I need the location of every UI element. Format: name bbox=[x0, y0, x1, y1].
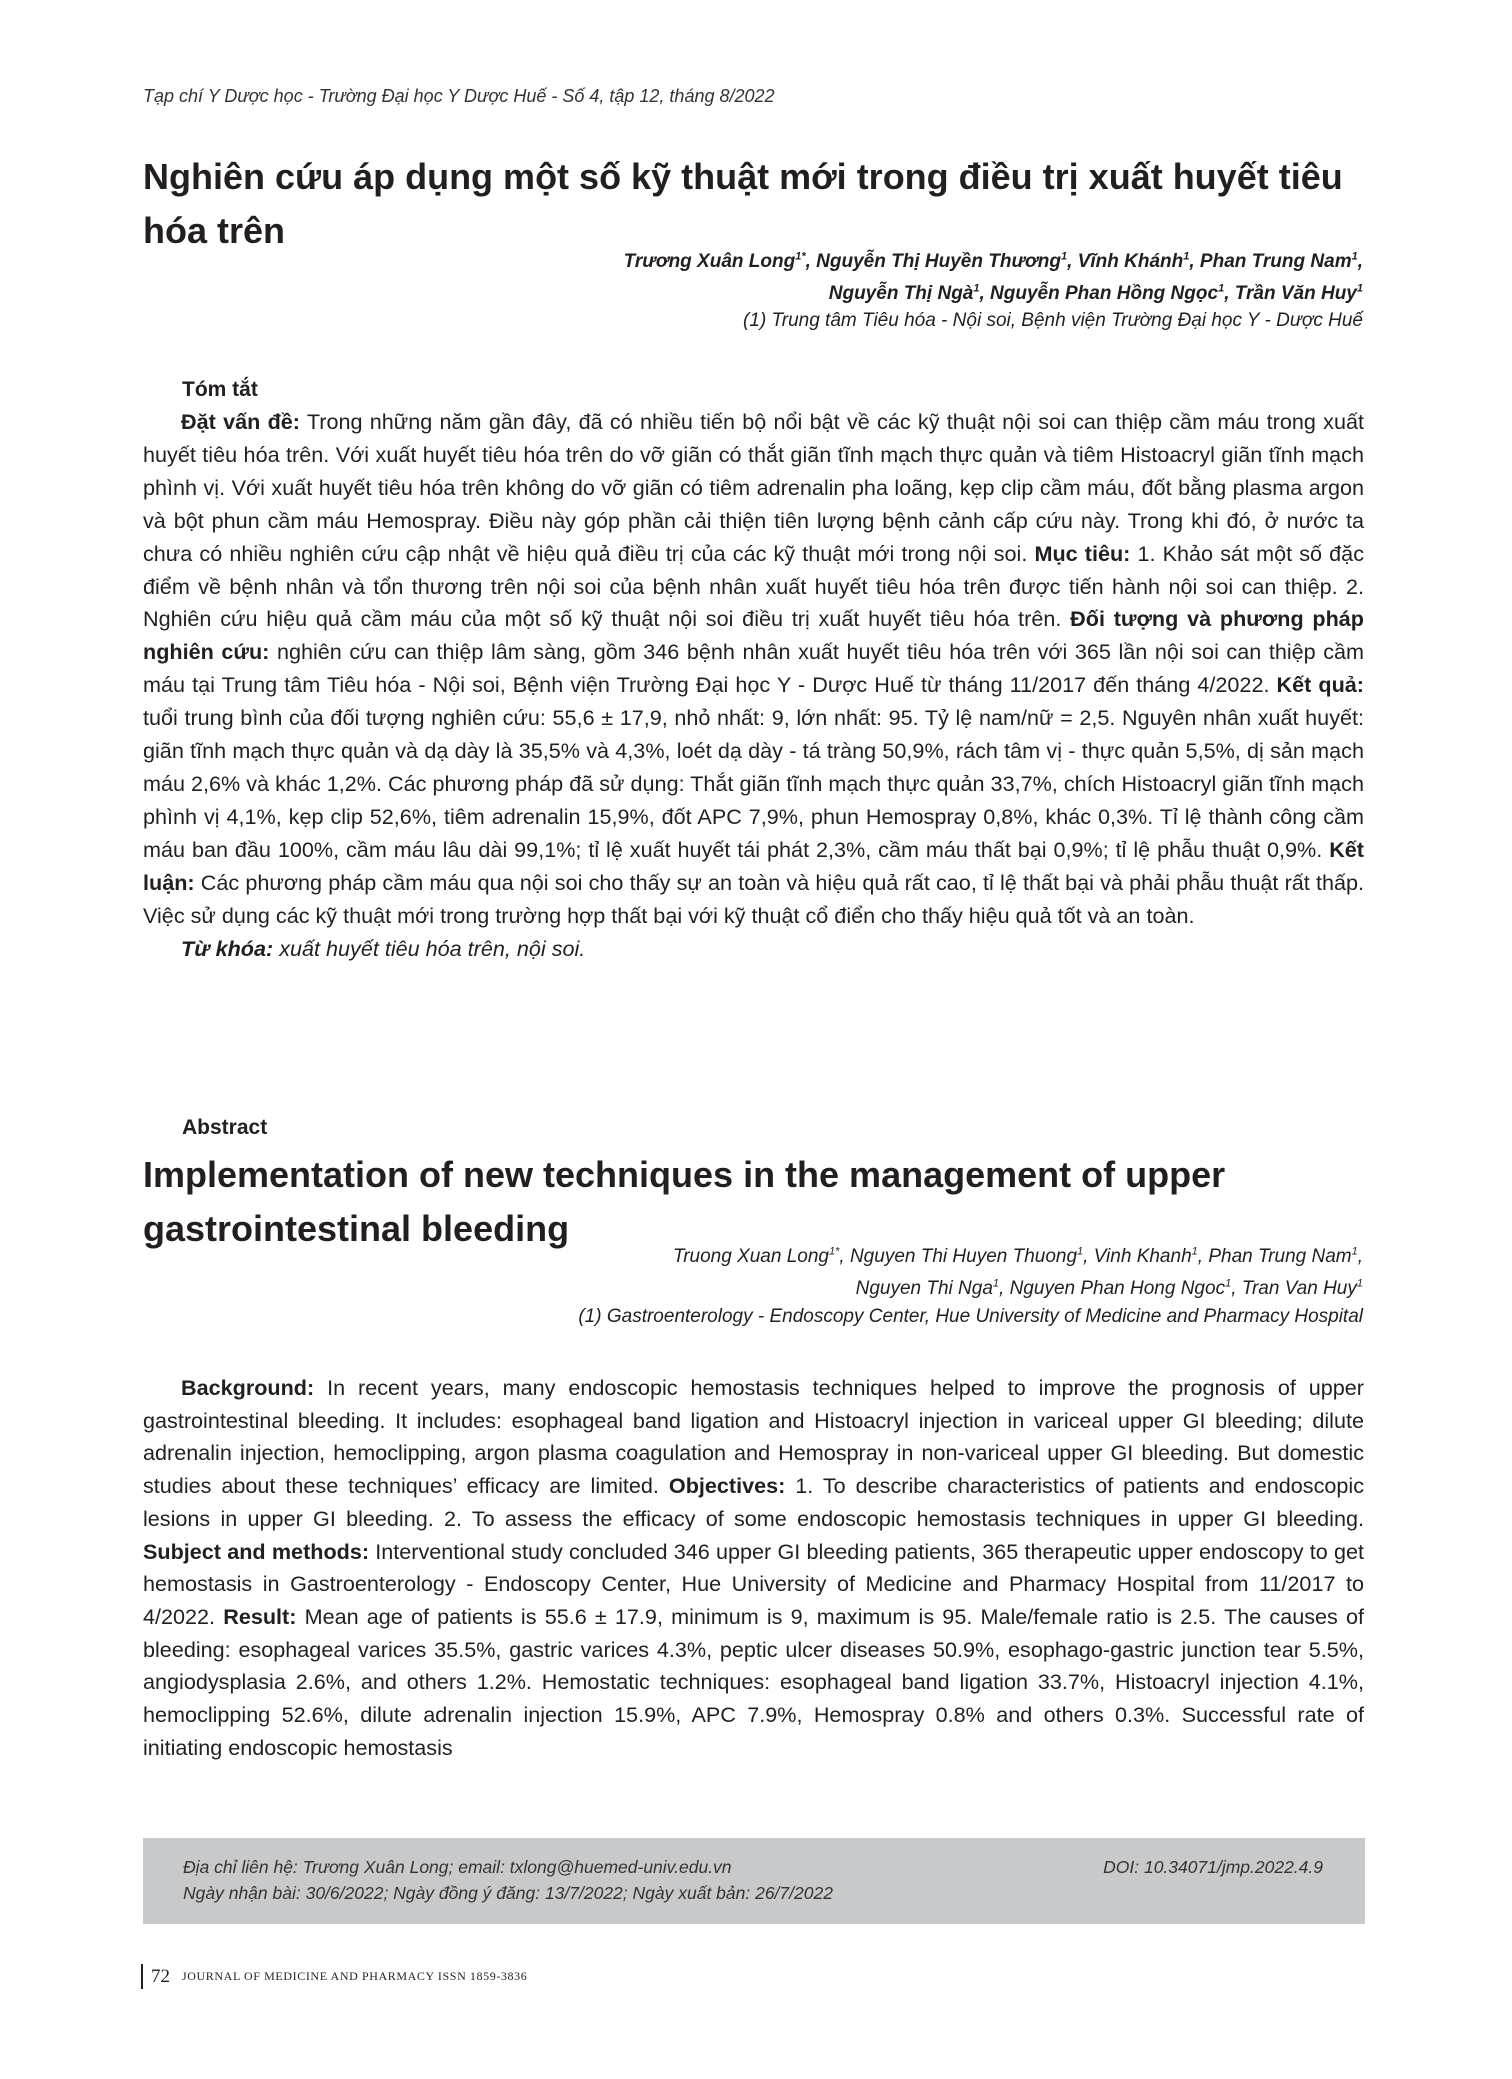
author-name: Trương Xuân Long bbox=[623, 251, 796, 272]
summary-heading: Tóm tắt bbox=[182, 378, 258, 401]
author-superscript: 1 bbox=[1356, 1277, 1363, 1290]
label-background: Đặt vấn đề: bbox=[181, 409, 300, 434]
label-keywords: Từ khóa: bbox=[181, 935, 274, 961]
author-superscript: 1 bbox=[973, 282, 980, 295]
author-name: Nguyen Thi Nga bbox=[855, 1278, 993, 1299]
contact-address: Địa chỉ liên hệ: Trương Xuân Long; email: txlong@huemed-univ.edu.vn bbox=[183, 1857, 732, 1877]
author-name: , Phan Trung Nam bbox=[1197, 1246, 1352, 1267]
author-name: , Phan Trung Nam bbox=[1189, 251, 1352, 272]
label-objectives: Objectives: bbox=[668, 1473, 786, 1499]
page-footer bbox=[141, 1964, 527, 1989]
label-methods: Đối tượng và phương pháp nghiên cứu: bbox=[143, 606, 1364, 665]
keywords bbox=[143, 933, 1364, 966]
english-title: Implementation of new techniques in the management of upper gastrointestinal bleeding bbox=[143, 1154, 1226, 1249]
publication-dates: Ngày nhận bài: 30/6/2022; Ngày đồng ý đăng: 13/7/2022; Ngày xuất bản: 26/7/2022 bbox=[183, 1883, 833, 1903]
journal-header: Tạp chí Y Dược học - Trường Đại học Y Dược Huế - Số 4, tập 12, tháng 8/2022 bbox=[143, 86, 775, 106]
abstract-heading: Abstract bbox=[182, 1116, 268, 1139]
text-objectives: 1. To describe characteristics of patients and endoscopic lesions in upper GI bleeding. 2. To assess the efficacy of some endoscopic hemostasis techniques in upper GI bleeding. bbox=[143, 1473, 1364, 1531]
vietnamese-abstract bbox=[143, 406, 1364, 965]
author-superscript: 1 bbox=[1351, 1245, 1358, 1258]
author-name: , Nguyễn Phan Hồng Ngọc bbox=[979, 283, 1219, 304]
label-results: Kết quả: bbox=[1276, 672, 1365, 698]
english-abstract bbox=[143, 1372, 1364, 1764]
vietnamese-authors-line-2 bbox=[624, 278, 1363, 310]
text-methods: Interventional study concluded 346 upper GI bleeding patients, 365 therapeutic upper endoscopy to get hemostasis in Gastroenterology - Endoscopy Center, Hue University of Medicine and Pharmacy Hospital from 11/2017 to 4/2022. bbox=[143, 1538, 1365, 1629]
author-name: , Nguyen Thi Huyen Thuong bbox=[839, 1246, 1078, 1267]
author-superscript: 1 bbox=[1225, 1277, 1232, 1290]
author-separator: , bbox=[1357, 1246, 1363, 1267]
vietnamese-affiliation: (1) Trung tâm Tiêu hóa - Nội soi, Bệnh viện Trường Đại học Y - Dược Huế bbox=[743, 310, 1363, 331]
label-results: Result: bbox=[223, 1603, 297, 1629]
author-superscript: 1 bbox=[992, 1277, 1000, 1290]
text-background: In recent years, many endoscopic hemostasis techniques helped to improve the prognosis of upper gastrointestinal bleeding. It includes: esophageal band ligation and Histoacryl injection in variceal upper GI bleeding; dilute adrenalin injection, hemoclipping, argon plasma coagulation and Hemospray in non-variceal upper GI bleeding. But domestic studies about these techniques’ efficacy are limited. bbox=[143, 1375, 1364, 1499]
english-affiliation: (1) Gastroenterology - Endoscopy Center, Hue University of Medicine and Pharmacy Hospital bbox=[578, 1306, 1363, 1327]
english-authors-line-2 bbox=[673, 1273, 1363, 1305]
author-superscript: 1 bbox=[1183, 250, 1190, 263]
author-name: , Trần Văn Huy bbox=[1224, 283, 1357, 304]
author-superscript: 1 bbox=[1191, 1245, 1198, 1258]
journal-name: JOURNAL OF MEDICINE AND PHARMACY ISSN 1859-3836 bbox=[182, 1969, 528, 1983]
doi-link[interactable]: DOI: 10.34071/jmp.2022.4.9 bbox=[1103, 1857, 1323, 1877]
vietnamese-authors-line-1 bbox=[624, 246, 1363, 278]
author-name: Nguyễn Thị Ngà bbox=[828, 283, 974, 304]
page-number: 72 bbox=[151, 1965, 170, 1987]
text-background: Trong những năm gần đây, đã có nhiều tiến bộ nổi bật về các kỹ thuật nội soi can thiệp cầm máu trong xuất huyết tiêu hóa trên. Với xuất huyết tiêu hóa trên do vỡ giãn có thắt giãn tĩnh mạch thực quản và tiêm Histoacryl giãn tĩnh mạch phình vị. Với xuất huyết tiêu hóa trên không do vỡ giãn có tiêm adrenalin pha loãng, kẹp clip cầm máu, đốt bằng plasma argon và bột phun cầm máu Hemospray. Điều này góp phần cải thiện tiên lượng bệnh cảnh cấp cứu này. Trong khi đó, ở nước ta chưa có nhiều nghiên cứu cập nhật về hiệu quả điều trị của các kỹ thuật mới trong nội soi. bbox=[143, 409, 1364, 566]
author-name: Truong Xuan Long bbox=[673, 1246, 829, 1267]
author-superscript: 1 bbox=[1218, 282, 1225, 295]
text-results: tuổi trung bình của đối tượng nghiên cứu: 55,6 ± 17,9, nhỏ nhất: 9, lớn nhất: 95. Tỷ lệ nam/nữ = 2,5. Nguyên nhân xuất huyết: giãn tĩnh mạch thực quản và dạ dày là 35,5% và 4,3%, loét dạ dày - tá tràng 50,9%, rách tâm vị - thực quản 5,5%, dị sản mạch máu 2,6% và khác 1,2%. Các phương pháp đã sử dụng: Thắt giãn tĩnh mạch thực quản 33,7%, chích Histoacryl giãn tĩnh mạch phình vị 4,1%, kẹp clip 52,6%, tiêm adrenalin 15,9%, đốt APC 7,9%, phun Hemospray 0,8%, khác 0,3%. Tỉ lệ thành công cầm máu ban đầu 100%, cầm máu lâu dài 99,1%; tỉ lệ xuất huyết tái phát 2,3%, cầm máu thất bại 0,9%; tỉ lệ phẫu thuật 0,9%. bbox=[143, 705, 1364, 862]
author-superscript: 1 bbox=[1351, 250, 1358, 263]
author-name: , Tran Van Huy bbox=[1231, 1278, 1357, 1299]
author-name: , Vĩnh Khánh bbox=[1067, 251, 1184, 272]
contact-row bbox=[183, 1854, 1325, 1880]
text-objectives: 1. Khảo sát một số đặc điểm về bệnh nhân và tổn thương trên nội soi của bệnh nhân xuất huyết tiêu hóa trên được tiến hành nội soi can thiệp. 2. Nghiên cứu hiệu quả cầm máu của một số kỹ thuật nội soi điều trị xuất huyết tiêu hóa trên. bbox=[143, 540, 1364, 632]
author-name: , Nguyen Phan Hong Ngoc bbox=[999, 1278, 1226, 1299]
label-objectives: Mục tiêu: bbox=[1034, 540, 1131, 566]
text-methods: nghiên cứu can thiệp lâm sàng, gồm 346 bệnh nhân xuất huyết tiêu hóa trên với 365 lần nội soi can thiệp cầm máu tại Trung tâm Tiêu hóa - Nội soi, Bệnh viện Trường Đại học Y - Dược Huế từ tháng 11/2017 đến tháng 4/2022. bbox=[143, 639, 1364, 698]
english-abstract-paragraph bbox=[143, 1372, 1364, 1764]
footer-divider bbox=[141, 1964, 143, 1989]
author-superscript: 1 bbox=[1077, 1245, 1084, 1258]
author-name: , Vinh Khanh bbox=[1083, 1246, 1192, 1267]
text-conclusion: Các phương pháp cầm máu qua nội soi cho thấy sự an toàn và hiệu quả rất cao, tỉ lệ thất bại và phải phẫu thuật rất thấp. Việc sử dụng các kỹ thuật mới trong trường hợp thất bại với kỹ thuật cổ điển cho thấy hiệu quả tốt và an toàn. bbox=[143, 869, 1364, 928]
label-background: Background: bbox=[181, 1375, 315, 1400]
text-keywords: xuất huyết tiêu hóa trên, nội soi. bbox=[273, 935, 586, 961]
label-methods: Subject and methods: bbox=[143, 1538, 370, 1564]
author-superscript: 1* bbox=[795, 250, 806, 263]
author-superscript: 1 bbox=[1061, 250, 1068, 263]
vietnamese-authors bbox=[624, 246, 1363, 310]
vietnamese-title: Nghiên cứu áp dụng một số kỹ thuật mới trong điều trị xuất huyết tiêu hóa trên bbox=[143, 156, 1343, 251]
author-name: , Nguyễn Thị Huyền Thương bbox=[805, 251, 1061, 272]
contact-info-box bbox=[143, 1838, 1365, 1924]
label-conclusion: Kết luận: bbox=[143, 836, 1364, 895]
author-separator: , bbox=[1357, 251, 1363, 272]
vietnamese-abstract-paragraph bbox=[143, 406, 1364, 933]
text-results: Mean age of patients is 55.6 ± 17.9, minimum is 9, maximum is 95. Male/female ratio is 2.5. The causes of bleeding: esophageal varices 35.5%, gastric varices 4.3%, peptic ulcer diseases 50.9%, esophago-gastric junction tear 5.5%, angiodysplasia 2.6%, and others 1.2%. Hemostatic techniques: esophageal band ligation 33.7%, Histoacryl injection 4.1%, hemoclipping 52.6%, dilute adrenalin injection 15.9%, APC 7.9%, Hemospray 0.8% and others 0.3%. Successful rate of initiating endoscopic hemostasis bbox=[143, 1603, 1364, 1760]
english-authors bbox=[673, 1241, 1363, 1305]
author-superscript: 1* bbox=[829, 1245, 840, 1258]
author-superscript: 1 bbox=[1356, 282, 1363, 295]
english-authors-line-1 bbox=[673, 1241, 1363, 1273]
